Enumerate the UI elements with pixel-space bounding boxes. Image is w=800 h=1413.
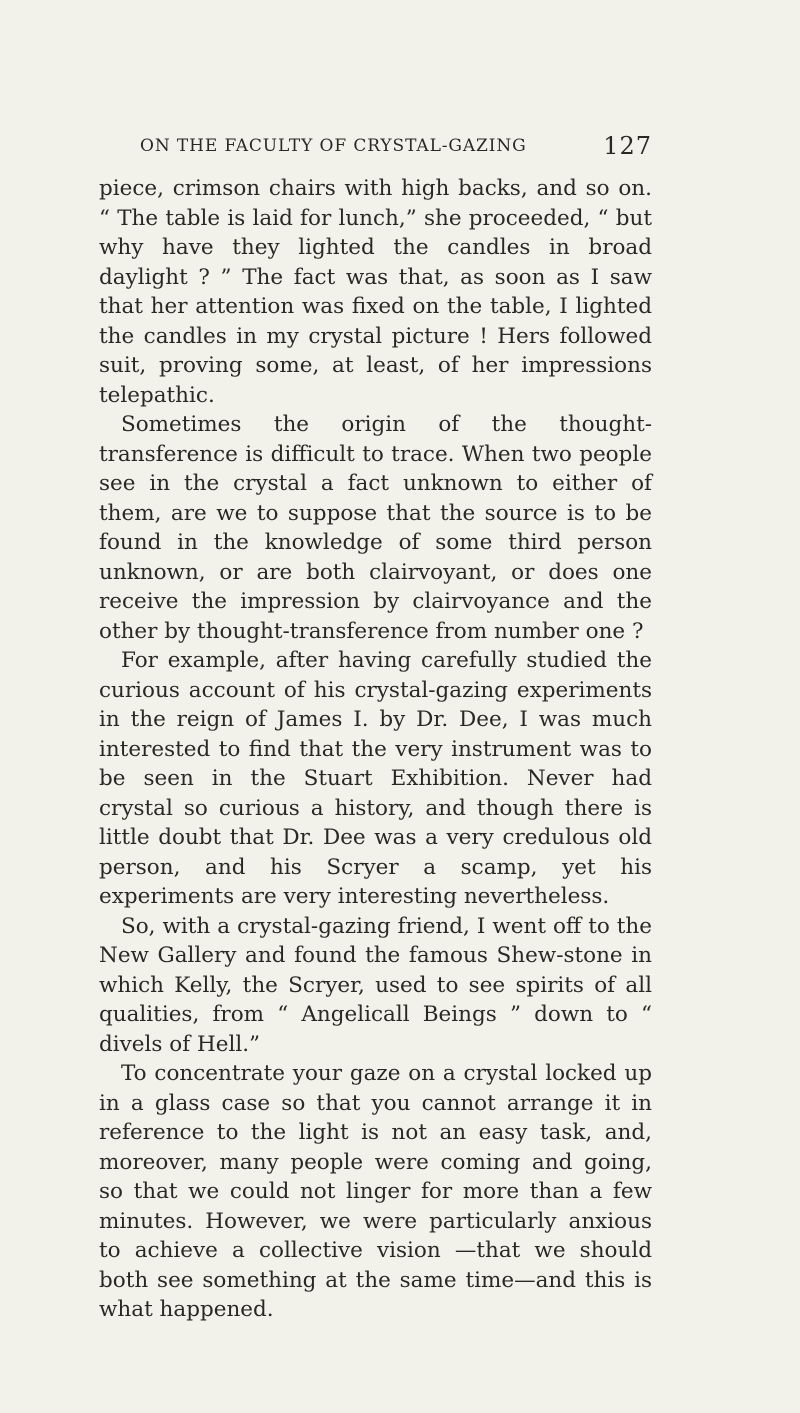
paragraph: Sometimes the origin of the thought-transference is difficult to trace. When two people see in the crystal a fact unknown to either of them, are we to suppose that the source is to be found in the knowledge of some third person unknown, or are both clairvoyant, or does one receive the impression by clairvoyance and the other by thought-transference from number one ?	[99, 412, 652, 644]
paragraph: To concentrate your gaze on a crystal locked up in a glass case so that you cannot arrange it in reference to the light is not an easy task, and, moreover, many people were coming and going, so that we could not linger for more than a few minutes. However, we were particularly anxious to achieve a collective vision —that we should both see something at the same time—and this is what happened.	[99, 1061, 652, 1322]
page-number: 127	[603, 132, 652, 160]
running-head	[140, 132, 652, 162]
paragraph: So, with a crystal-gazing friend, I went off to the New Gallery and found the famous Shew-stone in which Kelly, the Scryer, used to see spirits of all qualities, from “ Angelicall Beings ” down to “ divels of Hell.”	[99, 913, 652, 1057]
body-text	[99, 174, 652, 1325]
running-title: ON THE FACULTY OF CRYSTAL-GAZING	[140, 136, 527, 156]
paragraph: piece, crimson chairs with high backs, and so on. “ The table is laid for lunch,” she proceeded, “ but why have they lighted the candles in broad daylight ? ” The fact was that, as soon as I saw that her attention was fixed on the table, I lighted the candles in my crystal picture ! Hers followed suit, proving some, at least, of her impressions telepathic.	[99, 176, 652, 408]
paragraph: For example, after having carefully studied the curious account of his crystal-gazing experiments in the reign of James I. by Dr. Dee, I was much interested to find that the very instrument was to be seen in the Stuart Exhibition. Never had crystal so curious a history, and though there is little doubt that Dr. Dee was a very credulous old person, and his Scryer a scamp, yet his experiments are very interesting nevertheless.	[99, 648, 652, 909]
